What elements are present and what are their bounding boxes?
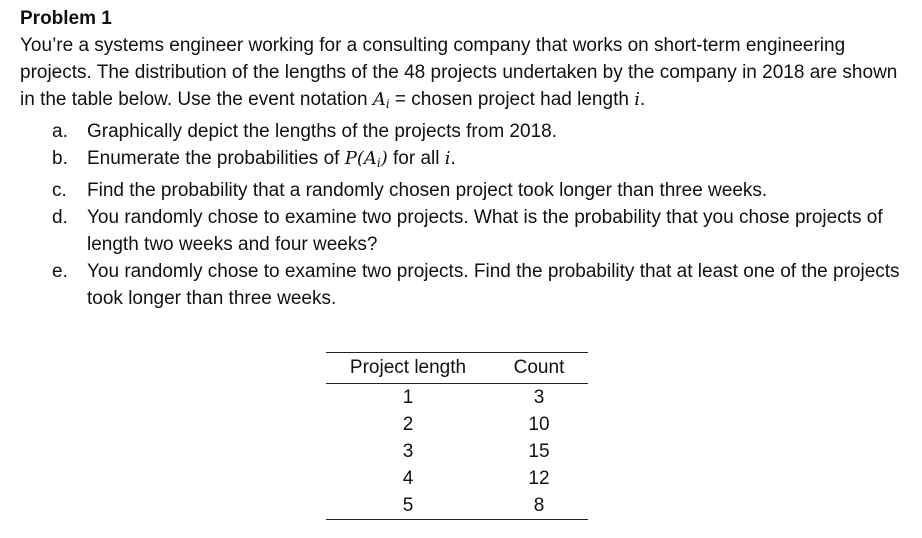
part-text: Enumerate the probabilities of [87,148,345,169]
table-row [326,384,588,412]
cell-length: 3 [402,440,414,462]
cell-count: 12 [528,467,550,489]
part-a [20,118,902,145]
part-b: b. Enumerate the probabilities of $P(A_i)$ for all i. [20,145,902,177]
project-length-table-container [326,352,588,520]
part-text: Find the probability that a randomly chosen project took longer than three weeks. [87,180,768,201]
part-variable: i [444,148,451,169]
cell-length: 1 [402,386,414,408]
part-d [20,204,902,258]
table-row [326,492,588,520]
intro-variable: i [634,89,640,110]
table-row [326,411,588,438]
project-length-table [326,352,588,520]
cell-length: 2 [402,413,414,435]
problem-intro: You’re a systems engineer working for a consulting company that works on short-term engineering projects. The distribution of the lengths of the 48 projects undertaken by the company in 2018 are shown in the table below. Use the event notation $A_i$ = chosen project had length i. [20,35,898,111]
part-marker: c. [52,180,67,201]
problem-title: Problem 1 [20,8,112,29]
event-symbol: $A_i$ [372,89,390,111]
cell-count: 10 [528,413,550,435]
part-e [20,258,902,312]
table-row [326,438,588,465]
part-text: Graphically depict the lengths of the projects from 2018. [87,121,557,142]
problem-parts-list [20,118,902,312]
part-marker: a. [52,121,68,142]
part-marker: d. [52,207,68,228]
header-count: Count [490,353,588,384]
cell-count: 8 [490,492,588,520]
part-text: You randomly chose to examine two projects. Find the probability that at least one of the projects took longer than three weeks. [87,261,900,309]
intro-definition: = chosen project had length [389,89,635,110]
cell-length: 4 [402,467,414,489]
part-marker: b. [52,148,68,169]
part-c [20,177,902,204]
cell-count: 15 [528,440,550,462]
cell-length: 5 [326,492,490,520]
probability-expression: $P(A_i)$ [344,148,388,170]
table-row [326,465,588,492]
header-project-length: Project length [326,353,490,384]
intro-text: You’re a systems engineer working for a consulting company that works on short-term engineering projects. The distribution of the lengths of the 48 projects undertaken by the company in 2018 are shown in the table below. Use the event notation [20,35,898,110]
part-marker: e. [52,261,68,282]
table-header-row [326,353,588,384]
cell-count: 3 [533,386,545,408]
part-text: You randomly chose to examine two projects. What is the probability that you chose projects of length two weeks and four weeks? [87,207,883,255]
